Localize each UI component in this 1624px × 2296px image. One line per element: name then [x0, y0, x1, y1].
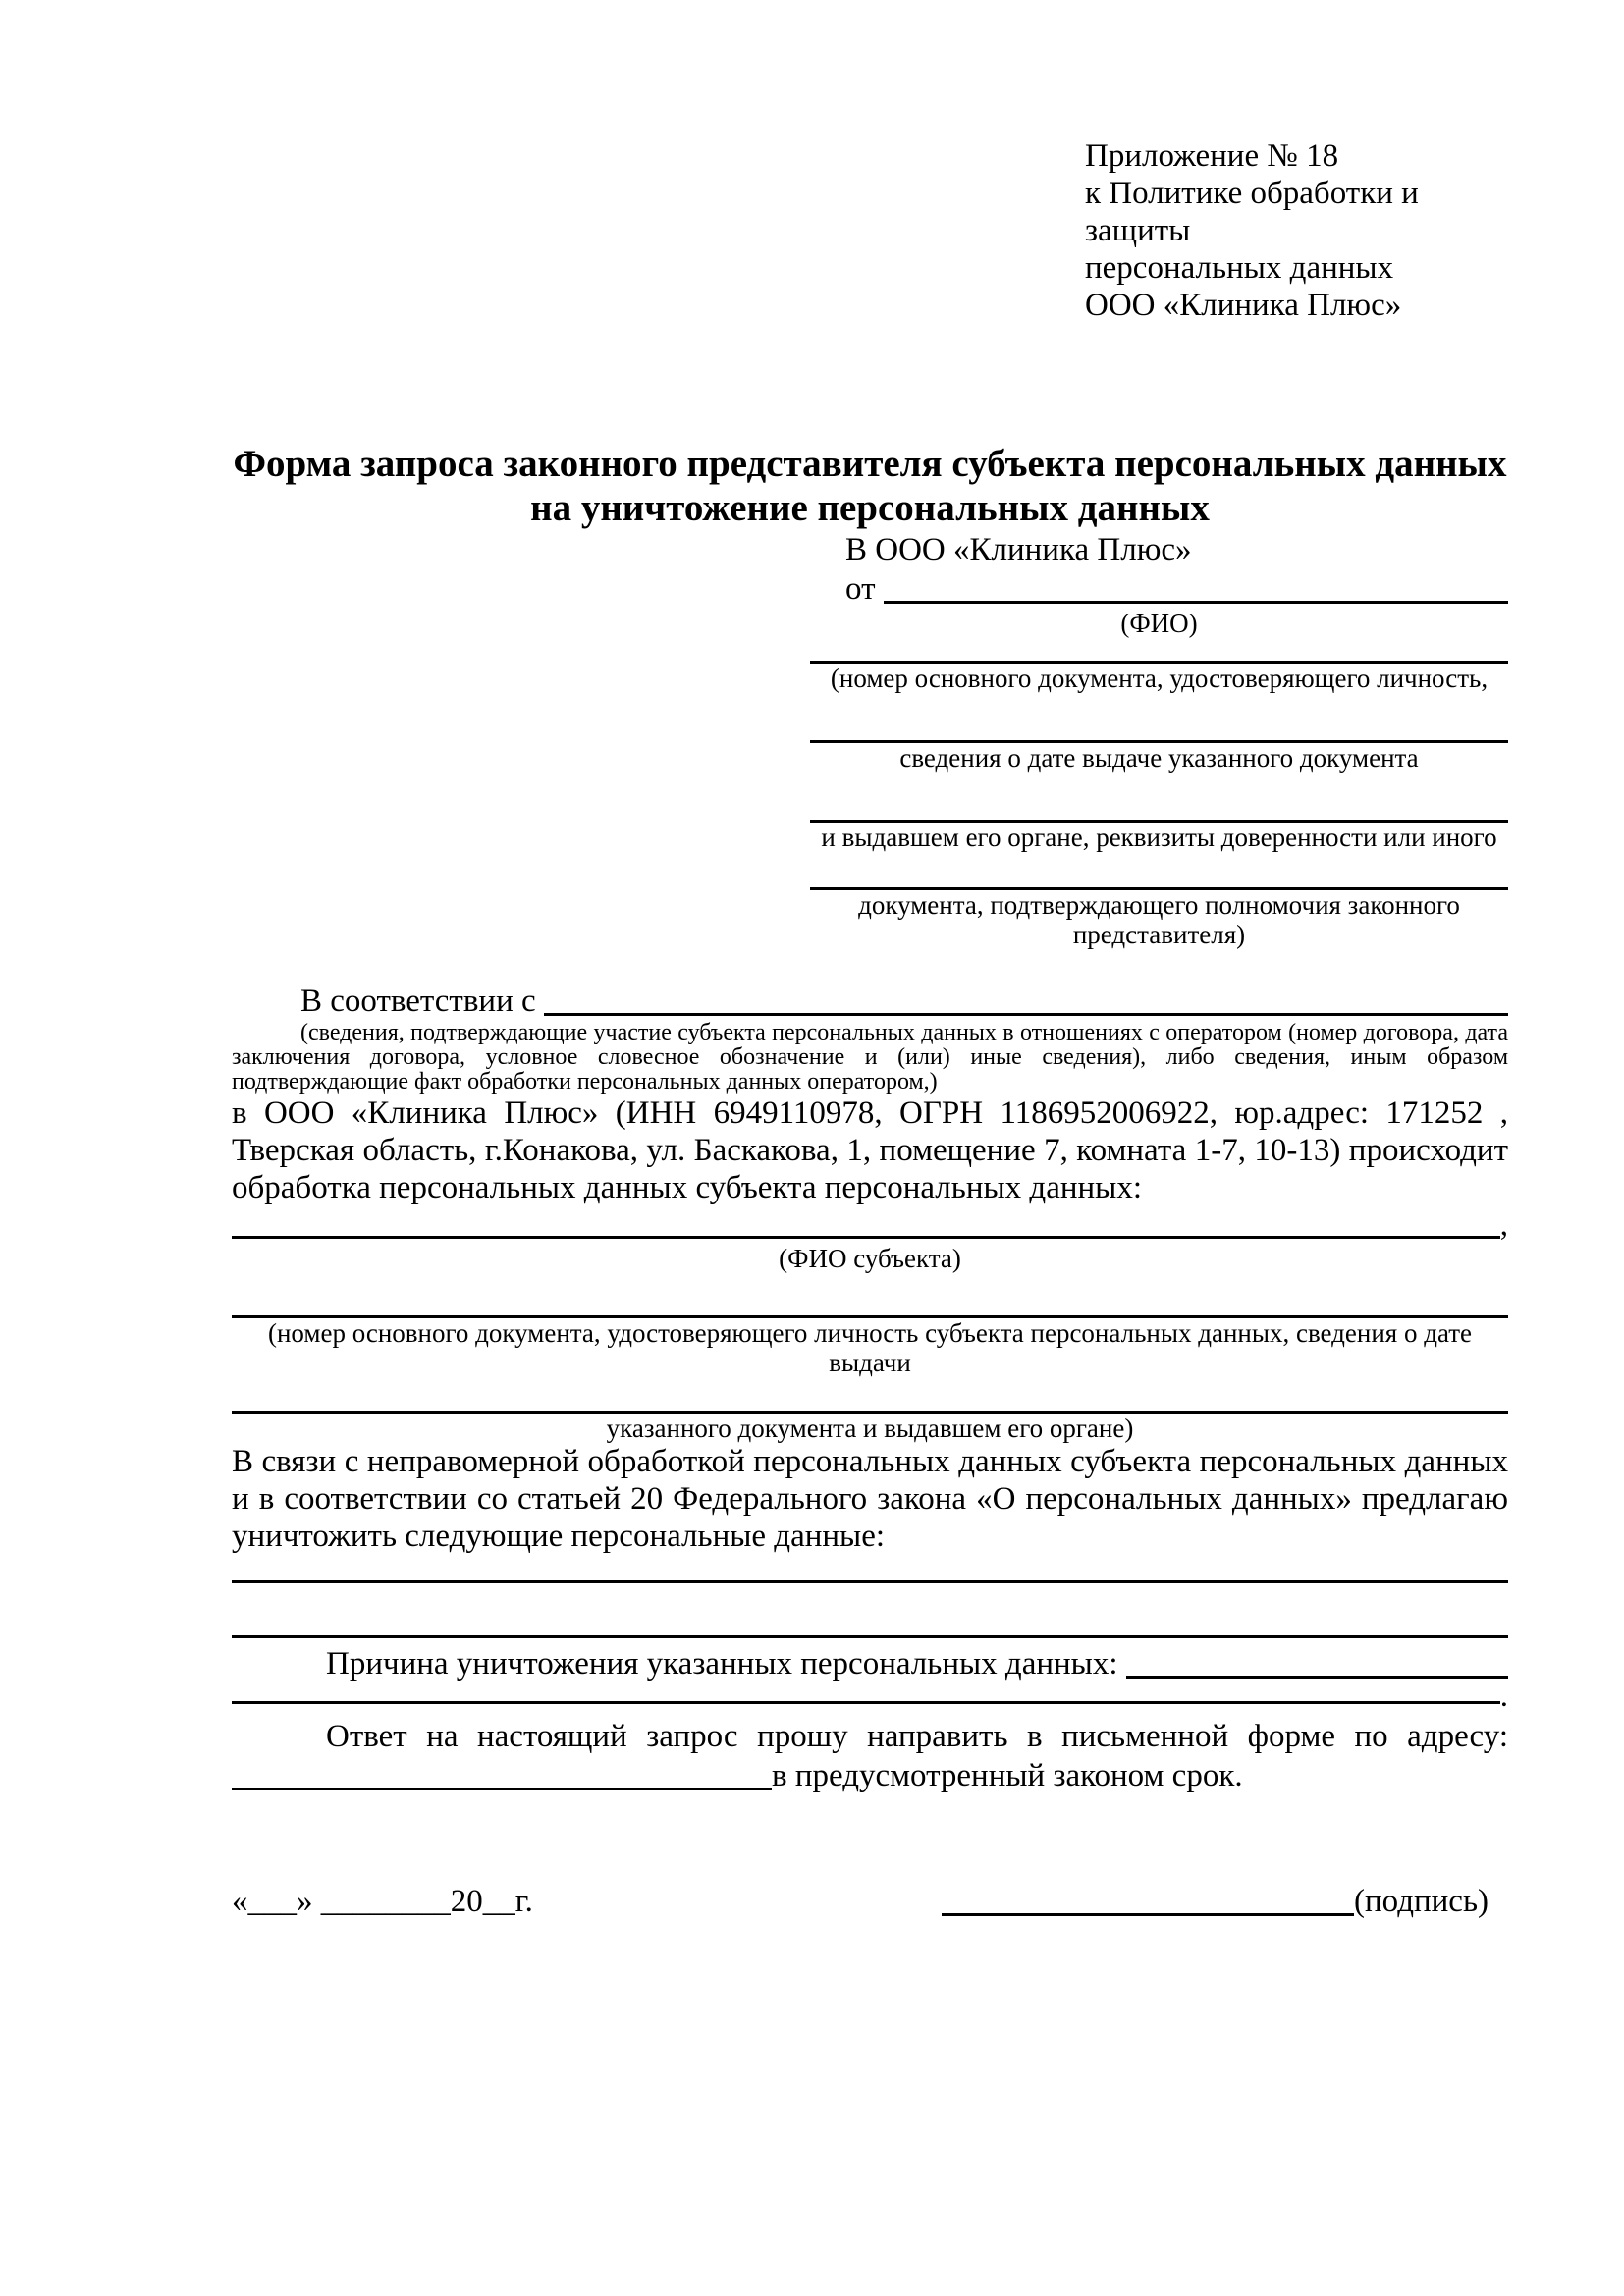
response-address-blank-line: [232, 1788, 772, 1790]
response-request-line: Ответ на настоящий запрос прошу направить в письменной форме по адресу:: [326, 1719, 1508, 1754]
subject-doc-caption-2: указанного документа и выдавшем его органе): [606, 1414, 1134, 1443]
addressee-block: [810, 530, 1508, 949]
accordance-fine-print: (сведения, подтверждающие участие субъекта персональных данных в отношениях с оператором (номер договора, дата заключения договора, условное словесное обозначение и (или) иные сведения), либо сведения, иным образом подтверждающие факт обработки персональных данных оператором,): [232, 1020, 1508, 1095]
subject-doc-blank-line-1: [232, 1273, 1508, 1318]
reason-label: Причина уничтожения указанных персональных данных:: [326, 1646, 1118, 1682]
accordance-lead: В соответствии с: [300, 984, 536, 1019]
signature-blank-line: [942, 1913, 1354, 1916]
subject-fio-caption: (ФИО субъекта): [779, 1244, 961, 1273]
from-row: [810, 569, 1508, 609]
from-blank-line: [884, 601, 1508, 604]
attachment-number: Приложение № 18: [1085, 138, 1339, 174]
fio-caption: (ФИО): [1120, 609, 1198, 638]
response-address-row: [232, 1756, 1508, 1795]
reason-blank-line-2: [232, 1701, 1500, 1704]
doc-blank-line-2: [810, 693, 1508, 743]
subject-fio-blank-line: [232, 1236, 1500, 1239]
accordance-row: [232, 982, 1508, 1021]
signature-caption: (подпись): [1354, 1884, 1489, 1919]
doc-caption-3: и выдавшем его органе, реквизиты доверенности или иного: [821, 823, 1497, 852]
date-blank: «___» ________20__г.: [232, 1884, 533, 1919]
doc-blank-line-3: [810, 773, 1508, 823]
subject-fio-comma: ,: [1499, 1207, 1508, 1243]
attachment-company: ООО «Клиника Плюс»: [1085, 288, 1402, 323]
subject-doc-caption-1: (номер основного документа, удостоверяющего личность субъекта персональных данных, сведения о дате выдачи: [267, 1318, 1473, 1377]
document-content: [232, 0, 1508, 1921]
accordance-blank-line: [544, 1013, 1508, 1016]
page-title: [232, 442, 1508, 530]
doc-blank-line-4: [810, 852, 1508, 890]
request-paragraph: В связи с неправомерной обработкой персональных данных субъекта персональных данных и в соответствии со статьей 20 Федерального закона «О персональных данных» предлагаю уничтожить следующие персональные данные:: [232, 1444, 1508, 1554]
doc-blank-line-1: [810, 638, 1508, 664]
attachment-header: [1085, 137, 1508, 324]
destroy-data-blank-line-2: [232, 1583, 1508, 1638]
doc-caption-4: документа, подтверждающего полномочия законного представителя): [858, 890, 1460, 949]
response-term-text: в предусмотренный законом срок.: [772, 1758, 1243, 1793]
signature-right: [942, 1882, 1489, 1921]
reason-continuation-row: [232, 1679, 1508, 1714]
doc-caption-2: сведения о дате выдаче указанного документа: [899, 743, 1419, 773]
reason-blank-line: [1126, 1676, 1508, 1679]
page-title-line1: Форма запроса законного представителя субъекта персональных данных: [233, 443, 1507, 485]
reason-row: [232, 1644, 1508, 1683]
addressee-to: В ООО «Клиника Плюс»: [845, 532, 1192, 567]
attachment-policy-line: к Политике обработки и защиты: [1085, 176, 1419, 248]
signature-row: [232, 1882, 1508, 1921]
destroy-data-blank-line-1: [232, 1555, 1508, 1583]
attachment-policy-line2: персональных данных: [1085, 250, 1394, 286]
subject-doc-blank-line-2: [232, 1377, 1508, 1414]
operator-paragraph: в ООО «Клиника Плюс» (ИНН 6949110978, ОГРН 1186952006922, юр.адрес: 171252 , Тверская область, г.Конакова, ул. Баскакова, 1, помещение 7, комната 1-7, 10-13) происходит обработка персональных данных субъекта персональных данных:: [232, 1095, 1508, 1205]
from-label: от: [845, 571, 876, 607]
page-title-line2: на уничтожение персональных данных: [530, 487, 1210, 529]
subject-fio-row: [232, 1206, 1508, 1244]
reason-period: .: [1499, 1679, 1508, 1714]
doc-caption-1: (номер основного документа, удостоверяющего личность,: [830, 664, 1489, 693]
